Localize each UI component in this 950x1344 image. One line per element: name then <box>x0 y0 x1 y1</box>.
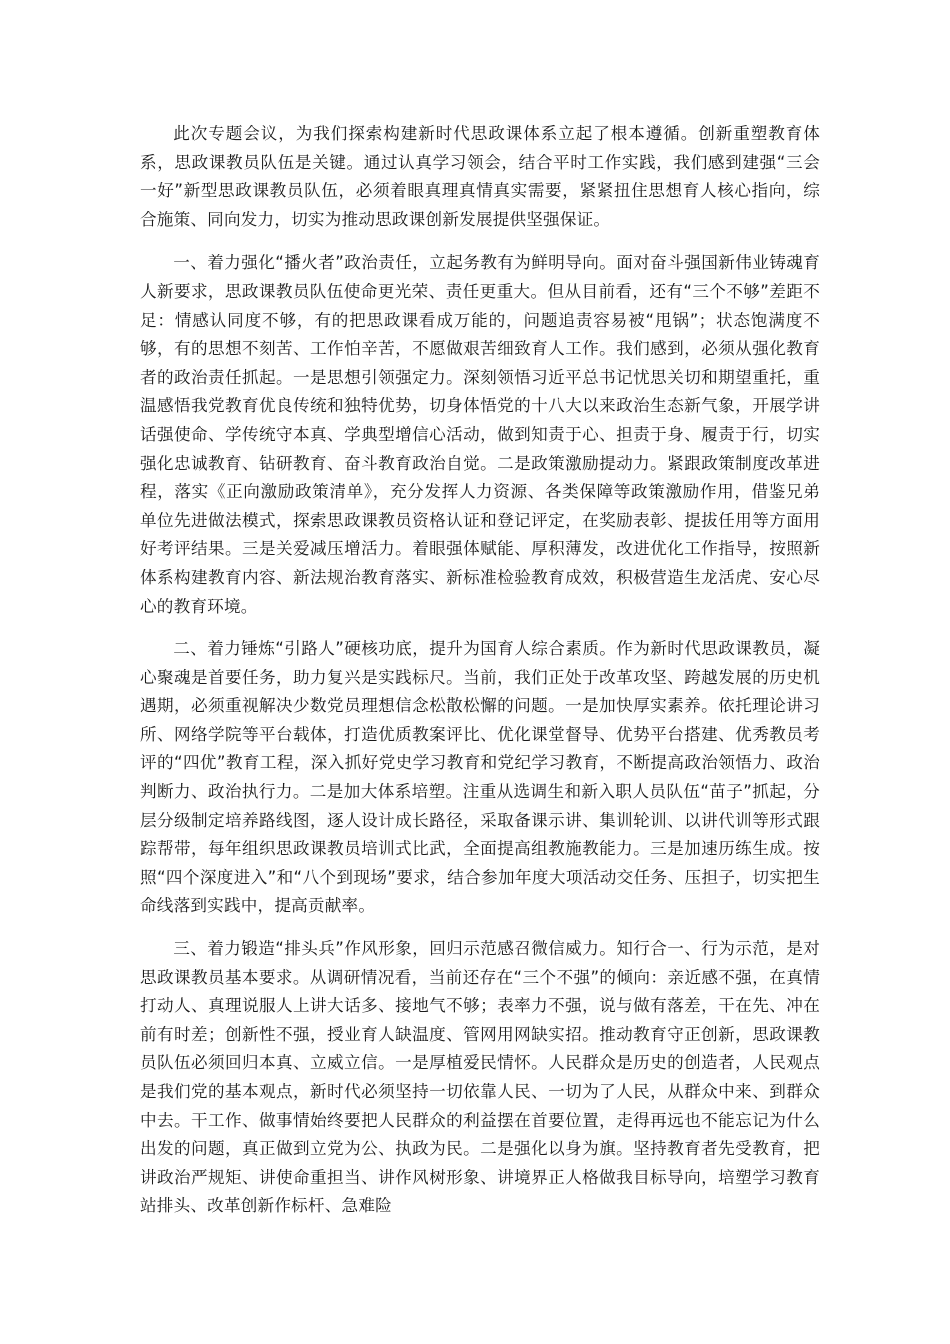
paragraph-section-one: 一、着力强化“播火者”政治责任，立起务教有为鲜明导向。面对奋斗强国新伟业铸魂育人新要求，思政课教员队伍使命更光荣、责任更重大。但从目前看，还有“三个不够”差距不足：情感认同度不够，有的把思政课看成万能的，问题追责容易被“甩锅”；状态饱满度不够，有的思想不刻苦、工作怕辛苦，不愿做艰苦细致育人工作。我们感到，必须从强化教育者的政治责任抓起。一是思想引领强定力。深刻领悟习近平总书记忧思关切和期望重托，重温感悟我党教育优良传统和独特优势，切身体悟党的十八大以来政治生态新气象，开展学讲话强使命、学传统守本真、学典型增信心活动，做到知责于心、担责于身、履责于行，切实强化忠诚教育、钻研教育、奋斗教育政治自觉。二是政策激励提动力。紧跟政策制度改革进程，落实《正向激励政策清单》，充分发挥人力资源、各类保障等政策激励作用，借鉴兄弟单位先进做法模式，探索思政课教员资格认证和登记评定，在奖励表彰、提拔任用等方面用好考评结果。三是关爱减压增活力。着眼强体赋能、厚积薄发，改进优化工作指导，按照新体系构建教育内容、新法规治教育落实、新标准检验教育成效，积极营造生龙活虎、安心尽心的教育环境。 <box>140 253 820 616</box>
paragraph-section-two: 二、着力锤炼“引路人”硬核功底，提升为国育人综合素质。作为新时代思政课教员，凝心聚魂是首要任务，助力复兴是实践标尺。当前，我们正处于改革攻坚、跨越发展的历史机遇期，必须重视解决少数党员理想信念松散松懈的问题。一是加快厚实素养。依托理论讲习所、网络学院等平台载体，打造优质教案评比、优化课堂督导、优势平台搭建、优秀教员考评的“四优”教育工程，深入抓好党史学习教育和党纪学习教育，不断提高政治领悟力、政治判断力、政治执行力。二是加大体系培塑。注重从选调生和新入职人员队伍“苗子”抓起，分层分级制定培养路线图，逐人设计成长路径，采取备课示讲、集训轮训、以讲代训等形式跟踪帮带，每年组织思政课教员培训式比武，全面提高组教施教能力。三是加速历练生成。按照“四个深度进入”和“八个到现场”要求，结合参加年度大项活动交任务、压担子，切实把生命线落到实践中，提高贡献率。 <box>140 639 820 916</box>
paragraph-intro: 此次专题会议，为我们探索构建新时代思政课体系立起了根本遵循。创新重塑教育体系，思政课教员队伍是关键。通过认真学习领会，结合平时工作实践，我们感到建强“三会一好”新型思政课教员队伍，必须着眼真理真情真实需要，紧紧扭住思想育人核心指向，综合施策、同向发力，切实为推动思政课创新发展提供坚强保证。 <box>140 124 820 229</box>
document-body <box>140 120 820 1235</box>
paragraph-section-three: 三、着力锻造“排头兵”作风形象，回归示范感召微信威力。知行合一、行为示范，是对思政课教员基本要求。从调研情况看，当前还存在“三个不强”的倾向：亲近感不强，在真情打动人、真理说服人上讲大话多、接地气不够；表率力不强，说与做有落差，干在先、冲在前有时差；创新性不强，授业育人缺温度、管网用网缺实招。推动教育守正创新，思政课教员队伍必须回归本真、立威立信。一是厚植爱民情怀。人民群众是历史的创造者，人民观点是我们党的基本观点，新时代必须坚持一切依靠人民、一切为了人民，从群众中来、到群众中去。干工作、做事情始终要把人民群众的利益摆在首要位置，走得再远也不能忘记为什么出发的问题，真正做到立党为公、执政为民。二是强化以身为旗。坚持教育者先受教育，把讲政治严规矩、讲使命重担当、讲作风树形象、讲境界正人格做我目标导向，培塑学习教育站排头、改革创新作标杆、急难险 <box>140 939 820 1216</box>
